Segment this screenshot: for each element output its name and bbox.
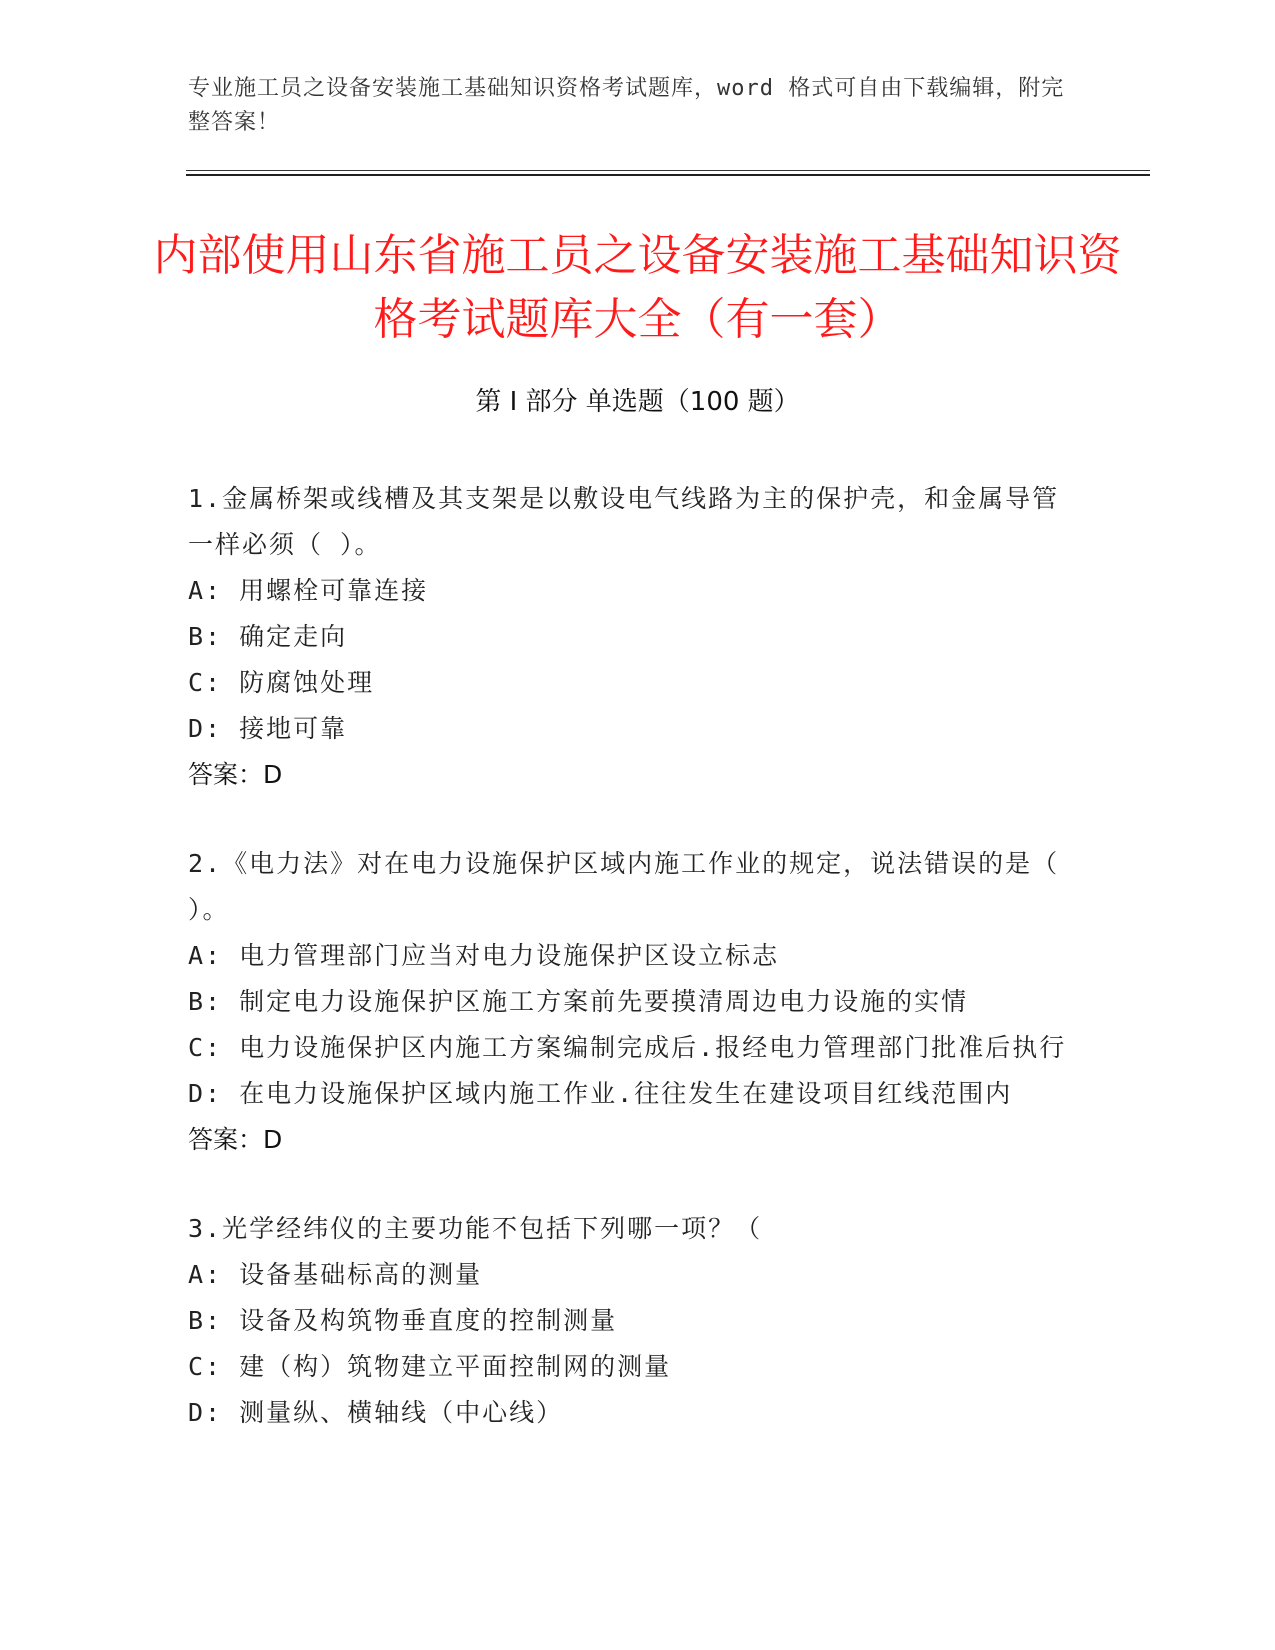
question-stem: 2.《电力法》对在电力设施保护区域内施工作业的规定，说法错误的是（ ）。 <box>188 849 1060 924</box>
option-d: D: 接地可靠 <box>188 714 348 743</box>
option-d: D: 在电力设施保护区域内施工作业.往往发生在建设项目红线范围内 <box>188 1079 1013 1108</box>
question-list <box>188 476 1068 1479</box>
answer: 答案：D <box>188 760 283 789</box>
header-rule-thick <box>186 174 1150 176</box>
option-c: C: 电力设施保护区内施工方案编制完成后.报经电力管理部门批准后执行 <box>188 1033 1067 1062</box>
header-note: 专业施工员之设备安装施工基础知识资格考试题库，word 格式可自由下载编辑，附完整答案！ <box>188 76 1065 135</box>
question-stem: 1.金属桥架或线槽及其支架是以敷设电气线路为主的保护壳，和金属导管一样必须（ ）。 <box>188 484 1060 559</box>
option-b: B: 制定电力设施保护区施工方案前先要摸清周边电力设施的实情 <box>188 987 969 1016</box>
option-b: B: 设备及构筑物垂直度的控制测量 <box>188 1306 618 1335</box>
answer: 答案：D <box>188 1125 283 1154</box>
option-c: C: 防腐蚀处理 <box>188 668 375 697</box>
section-title: 第 I 部分 单选题（100 题） <box>475 387 800 417</box>
header-rule-thin <box>186 170 1150 171</box>
question-2 <box>188 841 1068 1163</box>
option-a: A: 设备基础标高的测量 <box>188 1260 483 1289</box>
option-d: D: 测量纵、横轴线（中心线） <box>188 1398 564 1427</box>
option-a: A: 电力管理部门应当对电力设施保护区设立标志 <box>188 941 780 970</box>
document-title: 内部使用山东省施工员之设备安装施工基础知识资格考试题库大全（有一套） <box>153 230 1122 345</box>
option-b: B: 确定走向 <box>188 622 348 651</box>
question-1 <box>188 476 1068 798</box>
option-a: A: 用螺栓可靠连接 <box>188 576 429 605</box>
option-c: C: 建（构）筑物建立平面控制网的测量 <box>188 1352 672 1381</box>
question-stem: 3.光学经纬仪的主要功能不包括下列哪一项？（ <box>188 1214 763 1243</box>
question-3 <box>188 1206 1068 1436</box>
